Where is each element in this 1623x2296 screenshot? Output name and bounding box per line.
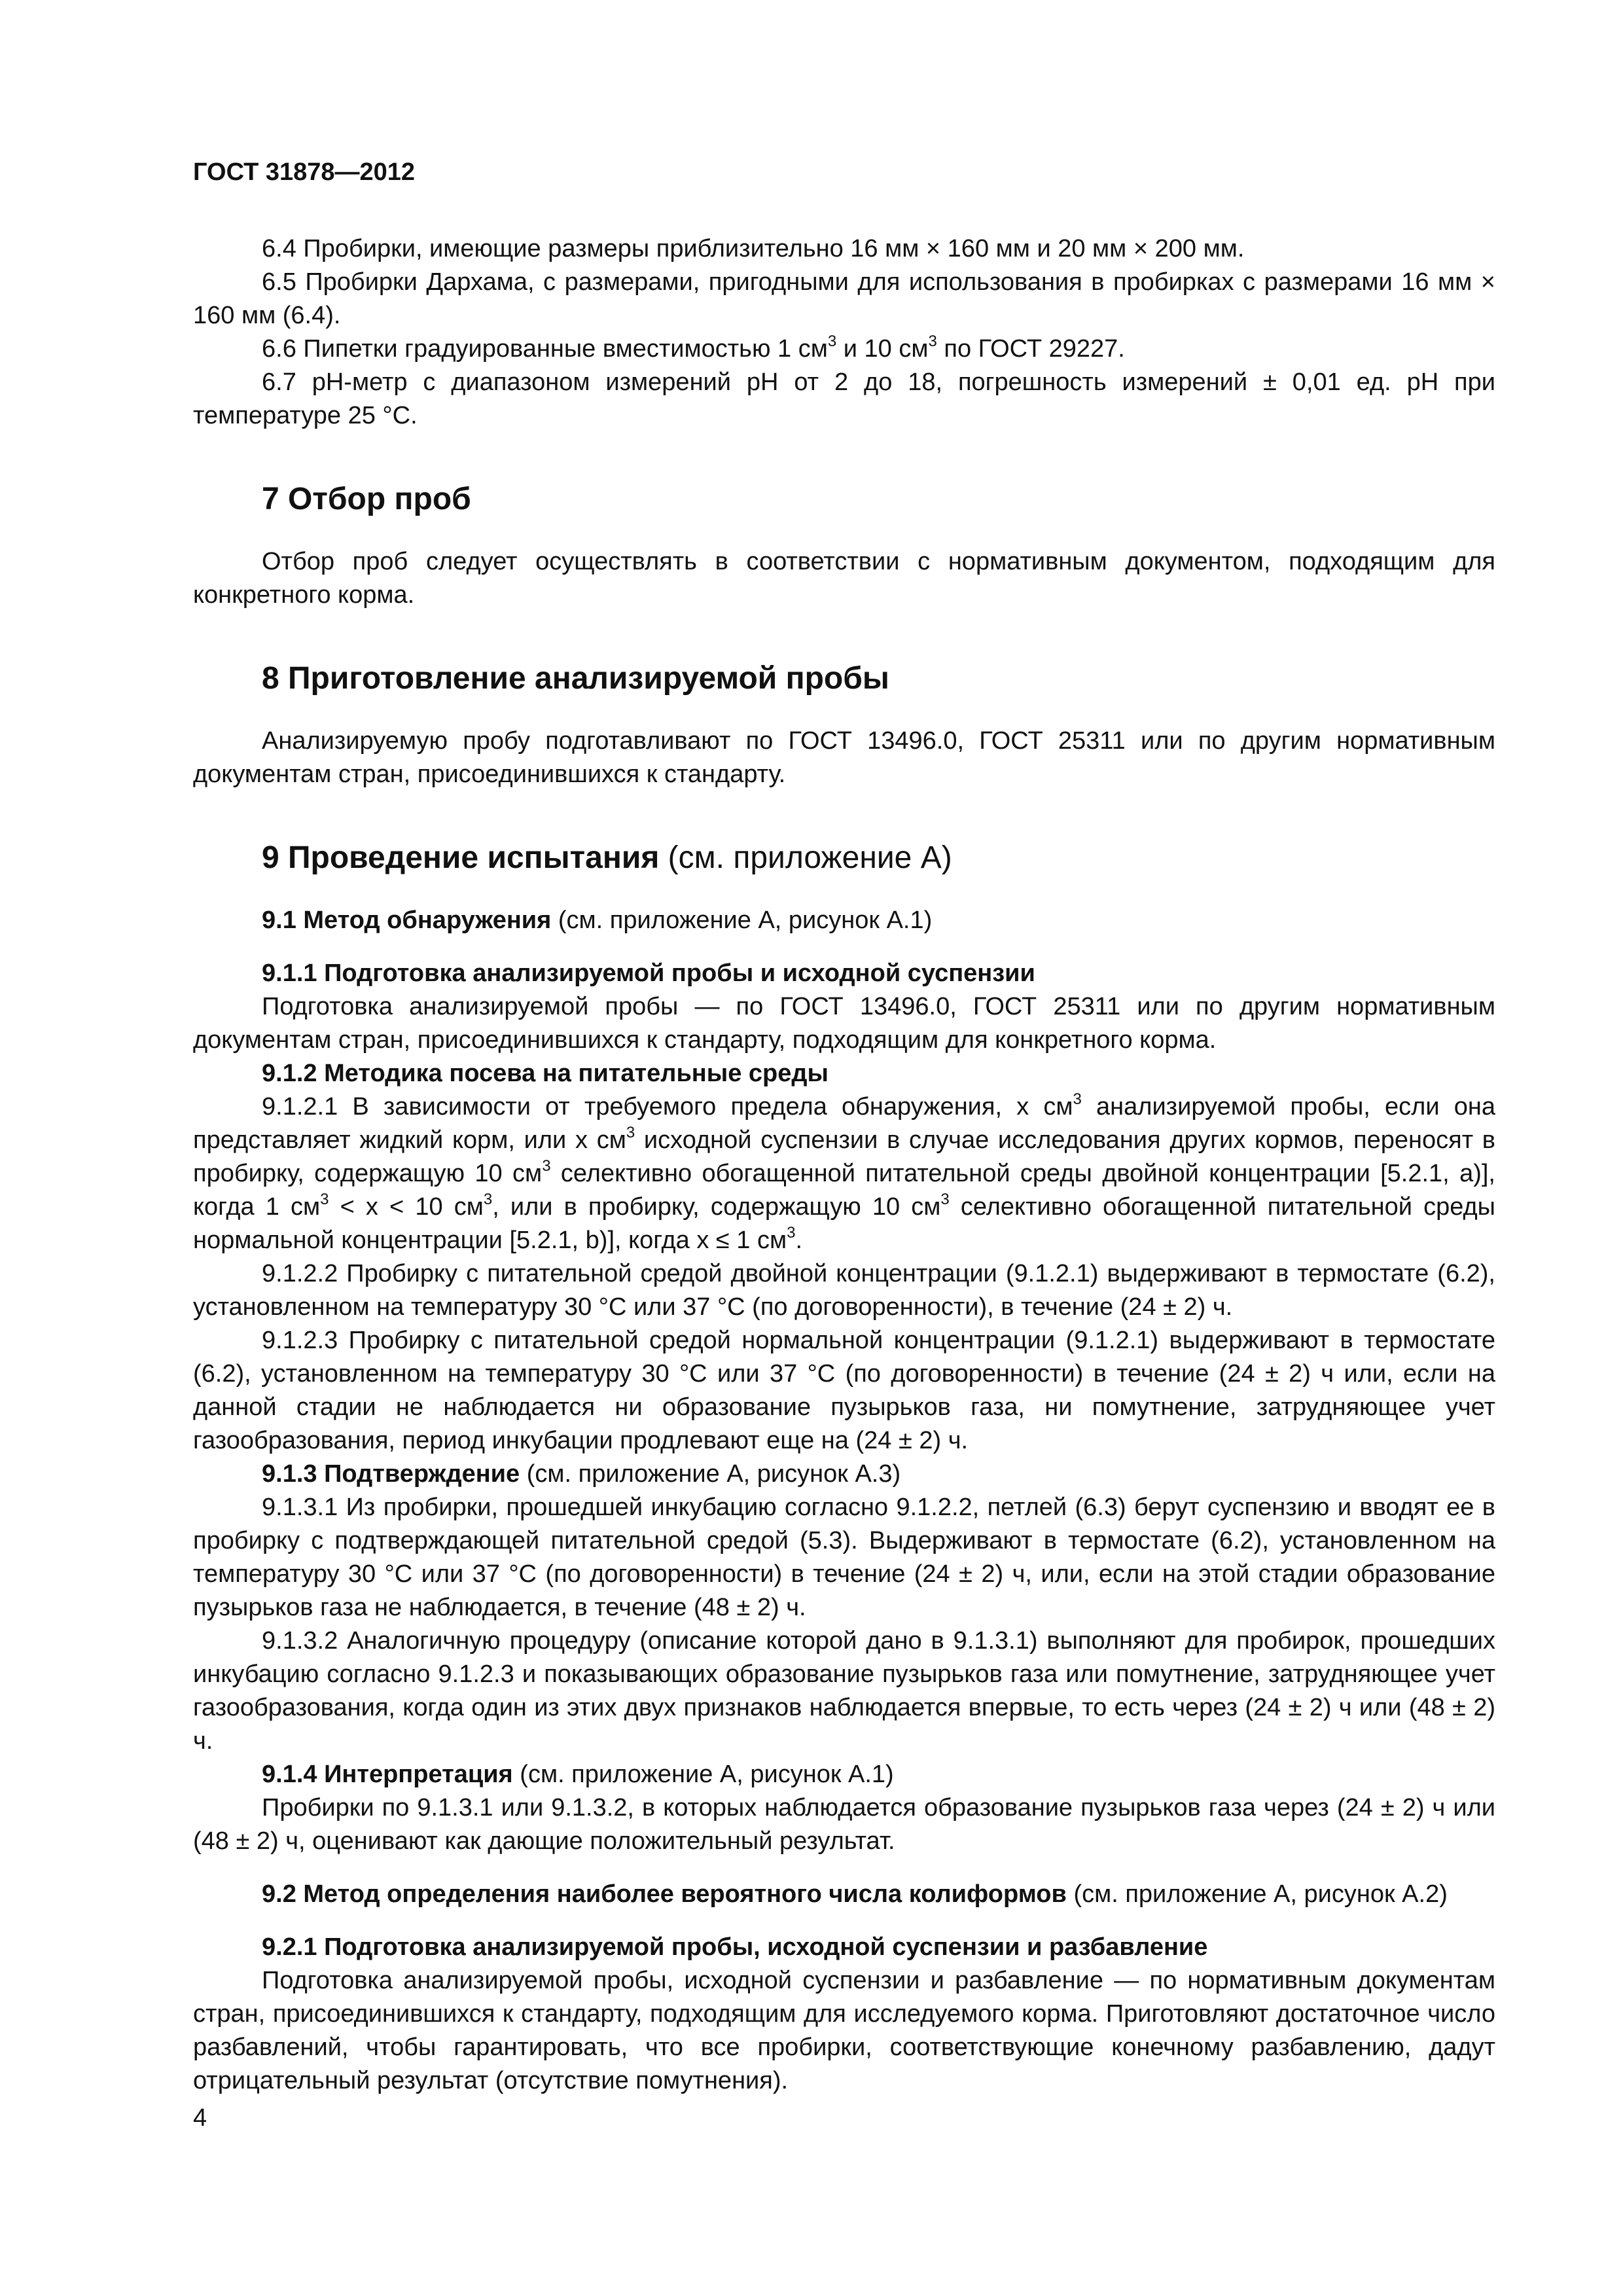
paragraph-6-4: 6.4 Пробирки, имеющие размеры приблизительно 16 мм × 160 мм и 20 мм × 200 мм. — [262, 235, 1245, 262]
paragraph-9-1-2-3: 9.1.2.3 Пробирку с питательной средой нормальной концентрации (9.1.2.1) выдерживают в термостате (6.2), установленном на температуру 30 °С или 37 °С (по договоренности) в течение (24 ± 2) ч или, если на данной стадии не наблюдается ни образование пузырьков газа, ни помутнение, затрудняющее учет газообразования, период инкубации продлевают еще на (24 ± 2) ч. — [193, 1327, 1495, 1454]
paragraph-9-1-2-2: 9.1.2.2 Пробирку с питательной средой двойной концентрации (9.1.2.1) выдерживают в термостате (6.2), установленном на температуру 30 °С или 37 °С (по договоренности), в течение (24 ± 2) ч. — [193, 1260, 1495, 1321]
subsection-9-2-heading: 9.2 Метод определения наиболее вероятного числа колиформов (см. приложение А, рисунок А.2) — [262, 1880, 1448, 1908]
subsection-9-1-3-heading: 9.1.3 Подтверждение (см. приложение А, рисунок А.3) — [262, 1460, 901, 1488]
section-9-heading: 9 Проведение испытания (см. приложение А) — [262, 840, 952, 875]
subsection-9-2-1-heading: 9.2.1 Подготовка анализируемой пробы, исходной суспензии и разбавление — [262, 1933, 1208, 1961]
paragraph-6-6: 6.6 Пипетки градуированные вместимостью 1 $см^3$ и 10 $см^3$ по ГОСТ 29227. — [262, 332, 1125, 363]
section-8-text: Анализируемую пробу подготавливают по ГОСТ 13496.0, ГОСТ 25311 или по другим нормативным документам стран, присоединившихся к стандарту. — [193, 727, 1495, 788]
page-number: 4 — [193, 2104, 207, 2132]
paragraph-9-1-1: Подготовка анализируемой пробы — по ГОСТ 13496.0, ГОСТ 25311 или по другим нормативным документам стран, присоединившихся к стандарту, подходящим для конкретного корма. — [193, 993, 1495, 1054]
subsection-9-1-heading: 9.1 Метод обнаружения (см. приложение А, рисунок А.1) — [262, 906, 933, 934]
paragraph-9-2-1: Подготовка анализируемой пробы, исходной суспензии и разбавление — по нормативным документам стран, присоединившихся к стандарту, подходящим для исследуемого корма. Приготовляют достаточное число разбавлений, чтобы гарантировать, что все пробирки, соответствующие конечному разбавлению, дадут отрицательный результат (отсутствие помутнения). — [193, 1967, 1495, 2094]
document-code-header: ГОСТ 31878—2012 — [193, 158, 416, 186]
page-content — [193, 232, 1495, 2098]
subsection-9-1-1-heading: 9.1.1 Подготовка анализируемой пробы и исходной суспензии — [262, 960, 1035, 987]
section-7-heading: 7 Отбор проб — [262, 482, 471, 516]
paragraph-9-1-4: Пробирки по 9.1.3.1 или 9.1.3.2, в которых наблюдается образование пузырьков газа через (24 ± 2) ч или (48 ± 2) ч, оценивают как дающие положительный результат. — [193, 1794, 1495, 1855]
section-8-heading: 8 Приготовление анализируемой пробы — [262, 661, 889, 696]
paragraph-9-1-3-2: 9.1.3.2 Аналогичную процедуру (описание которой дано в 9.1.3.1) выполняют для пробирок, прошедших инкубацию согласно 9.1.2.3 и показывающих образование пузырьков газа или помутнение, затрудняющее учет газообразования, когда один из этих двух признаков наблюдается впервые, то есть через (24 ± 2) ч или (48 ± 2) ч. — [193, 1627, 1495, 1755]
paragraph-6-5: 6.5 Пробирки Дархама, с размерами, пригодными для использования в пробирках с размерами 16 мм × 160 мм (6.4). — [193, 268, 1495, 329]
paragraph-6-7: 6.7 pH-метр с диапазоном измерений pH от 2 до 18, погрешность измерений ± 0,01 ед. pH при температуре 25 °С. — [193, 368, 1495, 429]
subsection-9-1-4-heading: 9.1.4 Интерпретация (см. приложение А, рисунок А.1) — [262, 1761, 894, 1788]
paragraph-9-1-2-1: 9.1.2.1 В зависимости от требуемого предела обнаружения, x $см^3$ анализируемой пробы, если она представляет жидкий корм, или x $см^3$ исходной суспензии в случае исследования других кормов, переносят в пробирку, содержащую 10 $см^3$ селективно обогащенной питательной среды двойной концентрации [5.2.1, а)], когда 1 $см^3 < x < 10$ $см^3$, или в пробирку, содержащую 10 $см^3$ селективно обогащенной питательной среды нормальной концентрации [5.2.1, b)], когда x ≤ 1 $см^3$. — [193, 1090, 1495, 1254]
subsection-9-1-2-heading: 9.1.2 Методика посева на питательные среды — [262, 1060, 829, 1087]
section-7-text: Отбор проб следует осуществлять в соответствии с нормативным документом, подходящим для конкретного корма. — [193, 548, 1495, 609]
paragraph-9-1-3-1: 9.1.3.1 Из пробирки, прошедшей инкубацию согласно 9.1.2.2, петлей (6.3) берут суспензию и вводят ее в пробирку с подтверждающей питательной средой (5.3). Выдерживают в термостате (6.2), установленном на температуру 30 °С или 37 °С (по договоренности) в течение (24 ± 2) ч, или, если на этой стадии образование пузырьков газа не наблюдается, в течение (48 ± 2) ч. — [193, 1494, 1495, 1621]
